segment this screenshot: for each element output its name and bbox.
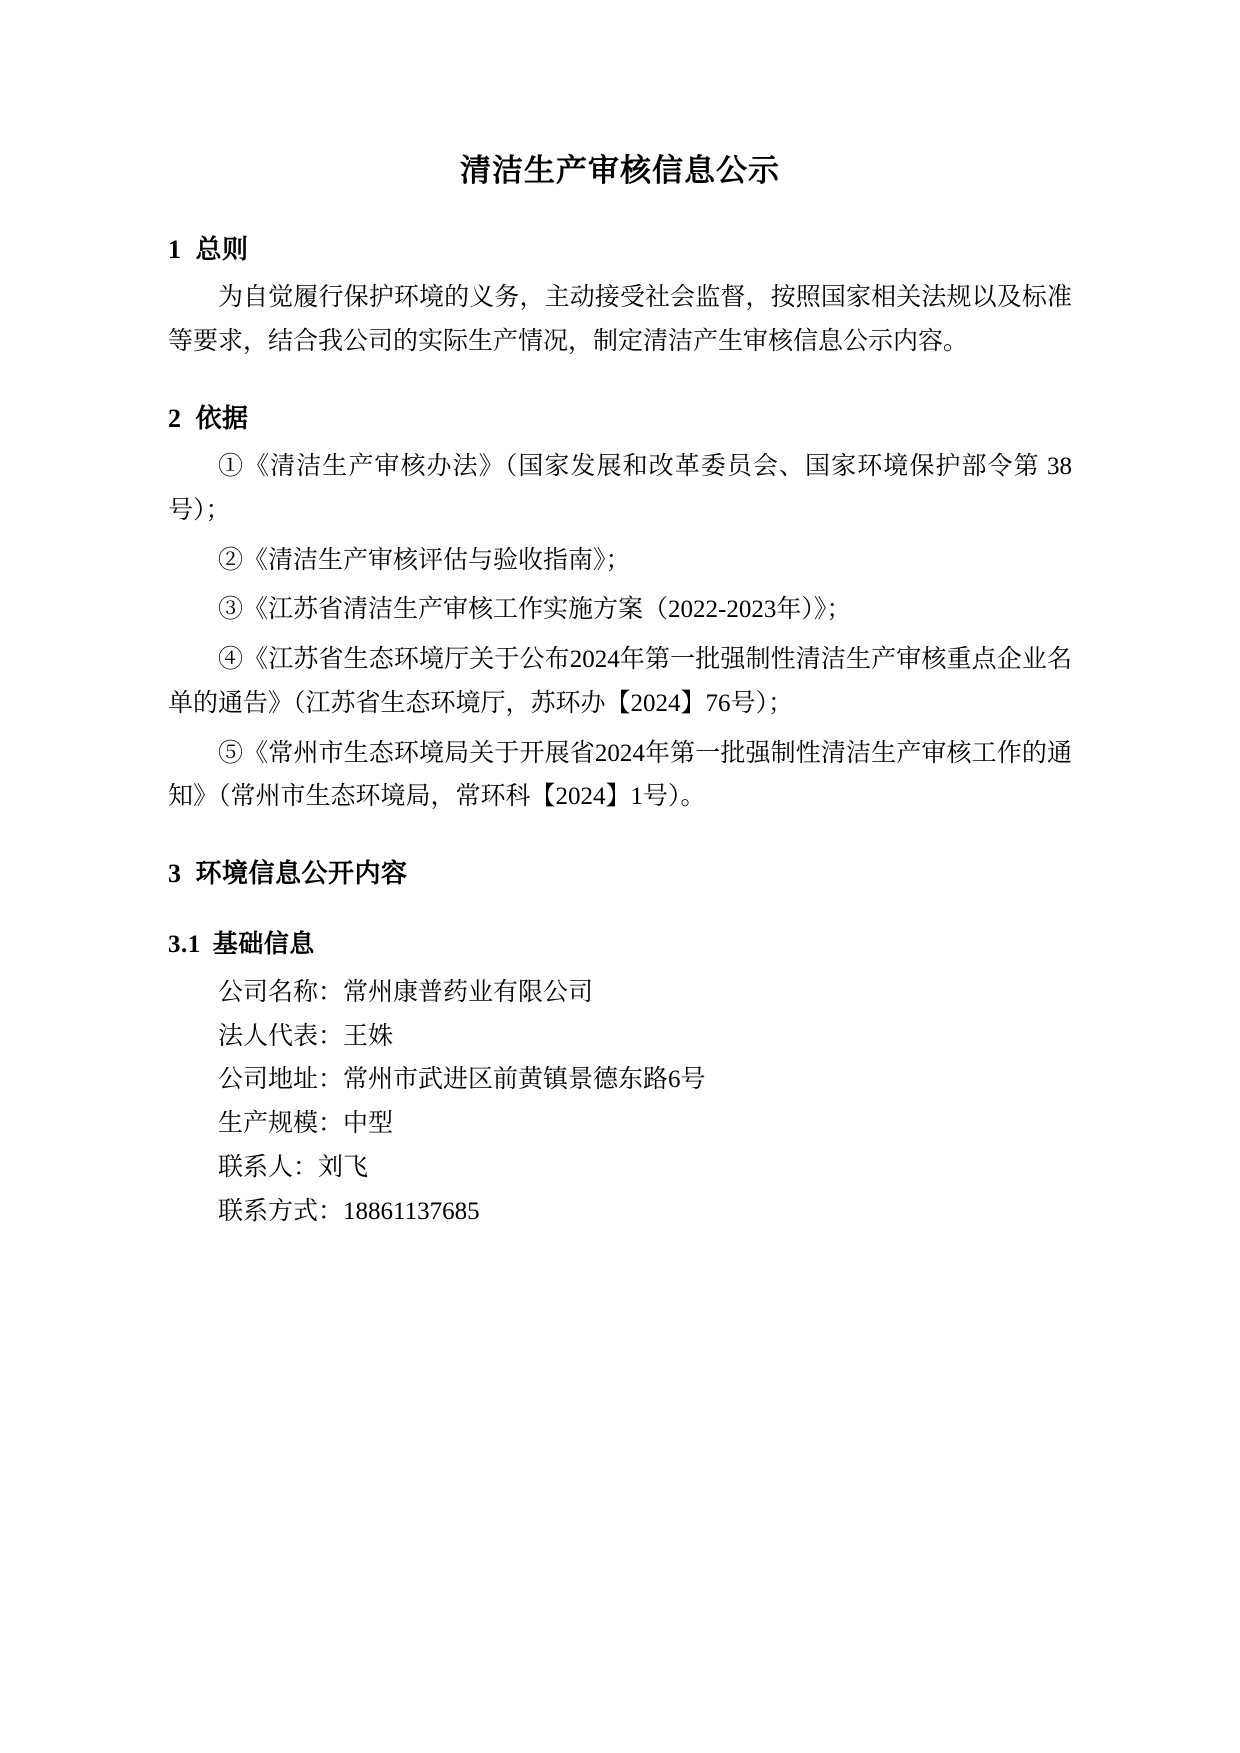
section-title-3: 环境信息公开内容 [195,859,408,889]
section-2-paragraph-4: ④《江苏省生态环境厅关于公布2024年第一批强制性清洁生产审核重点企业名单的通告》（江苏省生态环境厅，苏环办【2024】76号）； [168,646,1072,717]
basic-info-list [168,971,1072,1234]
section-heading-1 [168,229,1072,271]
subsection-title-3-1: 基础信息 [212,930,315,958]
list-item: 联系方式：18861137685 [218,1197,480,1225]
section-title-1: 总则 [195,234,249,264]
section-heading-2 [168,398,1072,440]
page-title: 清洁生产审核信息公示 [460,153,780,188]
subsection-number-3-1: 3.1 [168,930,201,958]
section-2-paragraph-2: ②《清洁生产审核评估与验收指南》； [218,546,631,574]
list-item: 公司地址：常州市武进区前黄镇景德东路6号 [218,1066,706,1094]
section-2-paragraph-5: ⑤《常州市生态环境局关于开展省2024年第一批强制性清洁生产审核工作的通知》（常州市生态环境局，常环科【2024】1号）。 [168,739,1072,811]
section-number-2: 2 [168,403,182,433]
section-number-1: 1 [168,234,182,264]
list-item: 公司名称：常州康普药业有限公司 [218,978,594,1006]
section-heading-3 [168,853,1072,895]
section-2-paragraph-3: ③《江苏省清洁生产审核工作实施方案（2022-2023年）》； [218,596,852,624]
list-item: 联系人：刘飞 [218,1153,369,1181]
subsection-heading-3-1 [168,925,1072,965]
list-item: 生产规模：中型 [218,1110,394,1138]
section-title-2: 依据 [195,403,249,433]
section-2-paragraph-1: ①《清洁生产审核办法》（国家发展和改革委员会、国家环境保护部令第 38 号）； [168,453,1072,524]
section-1-paragraph-1: 为自觉履行保护环境的义务，主动接受社会监督，按照国家相关法规以及标准等要求，结合我公司的实际生产情况，制定清洁产生审核信息公示内容。 [168,284,1072,355]
section-number-3: 3 [168,859,182,889]
list-item: 法人代表：王姝 [218,1022,394,1050]
